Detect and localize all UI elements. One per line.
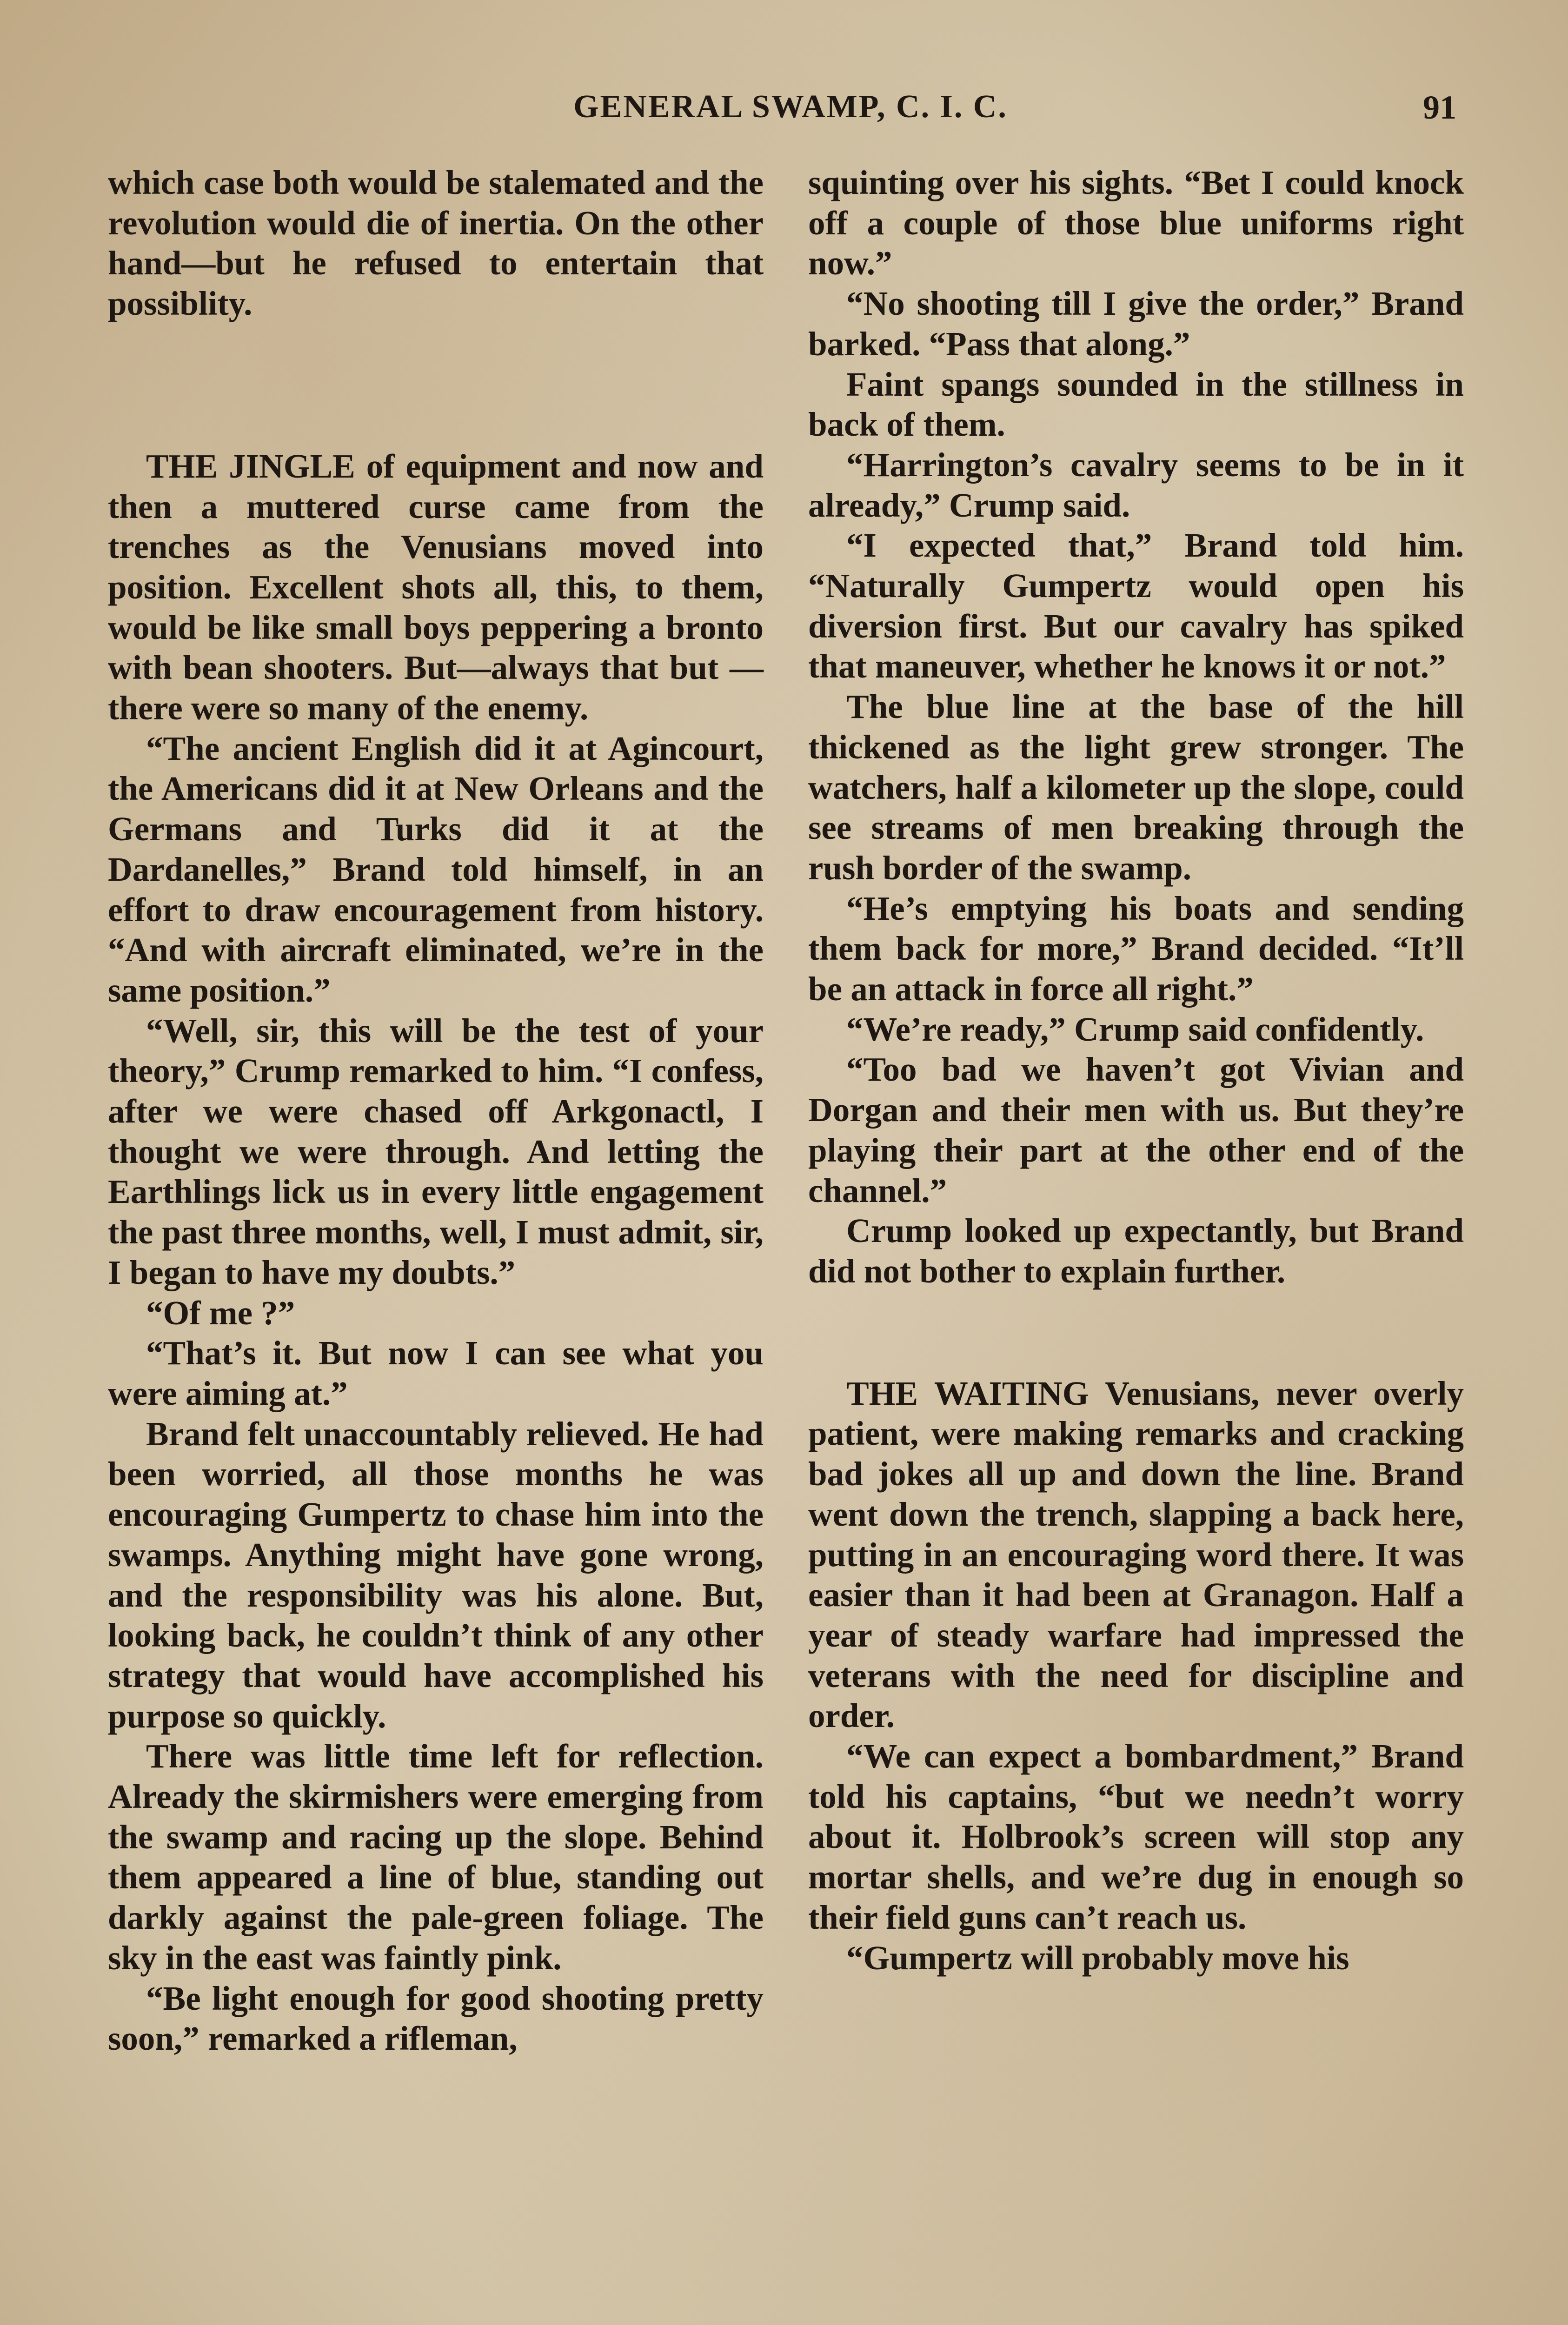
paragraph: squinting over his sights. “Bet I could knock off a couple of those blue uniforms right now.” xyxy=(808,164,1464,282)
section-break xyxy=(808,1292,1464,1374)
running-head: GENERAL SWAMP, C. I. C. xyxy=(573,89,1008,125)
paragraph: “Well, sir, this will be the test of your theory,” Crump remarked to him. “I confess, after we were chased off Arkgonactl, I thought we were through. And letting the Earthlings lick us in every little engagement the past three months, well, I must admit, sir, I began to have my doubts.” xyxy=(108,1011,764,1291)
paragraph: THE WAITING Venusians, never overly patient, were making remarks and cracking bad jokes all up and down the line. Brand went down the trench, slapping a back here, putting in an encouraging word there. It was easier than it had been at Granagon. Half a year of steady warfare had impressed the veterans with the need for discipline and order. xyxy=(808,1374,1464,1735)
page-number: 91 xyxy=(1423,89,1456,126)
paragraph: “That’s it. But now I can see what you were aiming at.” xyxy=(108,1334,764,1412)
right-column xyxy=(808,163,1464,1978)
paragraph: The blue line at the base of the hill thickened as the light grew stronger. The watchers, half a kilometer up the slope, could see streams of men breaking through the rush border of the swamp. xyxy=(808,688,1464,887)
paragraph: Brand felt unaccountably relieved. He had been worried, all those months he was encouraging Gumpertz to chase him into the swamps. Anything might have gone wrong, and the responsibility was his alone. But, looking back, he couldn’t think of any other strategy that would have accomplished his purpose so quickly. xyxy=(108,1415,764,1735)
paragraph: “We can expect a bombardment,” Brand told his captains, “but we needn’t worry about it. Holbrook’s screen will stop any mortar shells, and we’re dug in enough so their field guns can’t reach us. xyxy=(808,1737,1464,1936)
paragraph: THE JINGLE of equipment and now and then a muttered curse came from the trenches as the Venusians moved into position. Excellent shots all, this, to them, would be like small boys peppering a bronto with bean shooters. But—always that but —there were so many of the enemy. xyxy=(108,447,764,727)
left-column xyxy=(108,163,764,2059)
paragraph: “Harrington’s cavalry seems to be in it already,” Crump said. xyxy=(808,445,1464,524)
paragraph: “He’s emptying his boats and sending them back for more,” Brand decided. “It’ll be an attack in force all right.” xyxy=(808,889,1464,1008)
paragraph: Faint spangs sounded in the stillness in back of them. xyxy=(808,365,1464,444)
paragraph: “I expected that,” Brand told him. “Naturally Gumpertz would open his diversion first. But our cavalry has spiked that maneuver, whether he knows it or not.” xyxy=(808,526,1464,685)
paragraph: “No shooting till I give the order,” Brand barked. “Pass that along.” xyxy=(808,285,1464,363)
paragraph: “Be light enough for good shooting pretty soon,” remarked a rifleman, xyxy=(108,1979,764,2058)
section-break xyxy=(108,324,764,446)
paragraph: “The ancient English did it at Agincourt, the Americans did it at New Orleans and the Germans and Turks did it at the Dardanelles,” Brand told himself, in an effort to draw encouragement from history. “And with aircraft eliminated, we’re in the same position.” xyxy=(108,729,764,1009)
paragraph: “Gumpertz will probably move his xyxy=(846,1939,1349,1977)
paragraph: which case both would be stalemated and the revolution would die of inertia. On the other hand—but he refused to entertain that possiblity. xyxy=(108,164,764,323)
paragraph: Crump looked up expectantly, but Brand did not bother to explain further. xyxy=(808,1212,1464,1290)
paragraph: There was little time left for reflection. Already the skirmishers were emerging from the swamp and racing up the slope. Behind them appeared a line of blue, standing out darkly against the pale-green foliage. The sky in the east was faintly pink. xyxy=(108,1737,764,1977)
paragraph: “We’re ready,” Crump said confidently. xyxy=(846,1010,1424,1048)
paragraph: “Of me ?” xyxy=(146,1294,295,1332)
paragraph: “Too bad we haven’t got Vivian and Dorgan and their men with us. But they’re playing their part at the other end of the channel.” xyxy=(808,1050,1464,1209)
